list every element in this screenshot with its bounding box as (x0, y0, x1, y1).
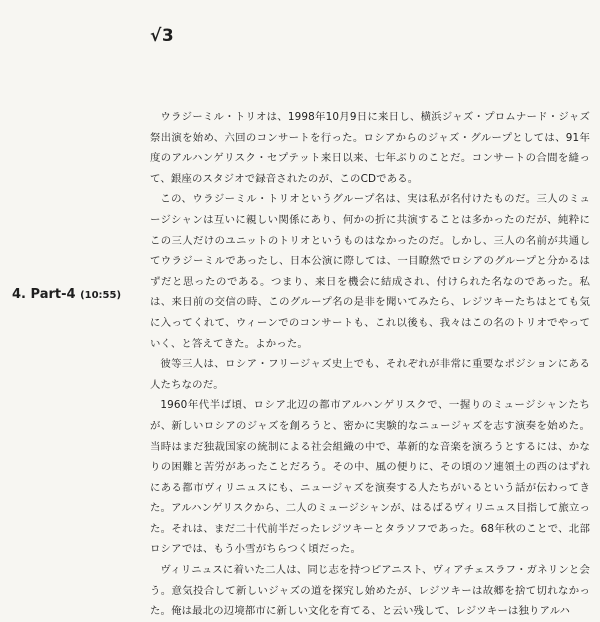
paragraph: ウラジーミル・トリオは、1998年10月9日に来日し、横浜ジャズ・プロムナード・ジャズ祭出演を始め、六回のコンサートを行った。ロシアからのジャズ・グループとしては、91年度のアルハンゲリスク・セプテット来日以来、七年ぶりのことだ。コンサートの合間を縫って、銀座のスタジオで録音されたのが、このCDである。 (150, 111, 590, 185)
track-title: 4. Part-4 (12, 287, 76, 302)
liner-notes-body (150, 107, 590, 622)
paragraph: この、ウラジーミル・トリオというグループ名は、実は私が名付けたものだ。三人のミュージシャンは互いに親しい関係にあり、何かの折に共演することは多かったのだが、純粋にこの三人だけのユニットのトリオというものはなかったのだ。しかし、三人の名前が共通してウラジーミルであったし、日本公演に際しては、一目瞭然でロシアのグループと分かるはずだと思ったのである。つまり、来日を機会に結成され、付けられた名なのであった。私は、来日前の交信の時、このグループ名の是非を聞いてみたら、レジツキーたちはとても気に入ってくれて、ウィーンでのコンサートも、これ以後も、我々はこの名のトリオでやっていく、と答えてきた。よかった。 (150, 193, 590, 350)
paragraph: 彼等三人は、ロシア・フリージャズ史上でも、それぞれが非常に重要なポジションにある人たちなのだ。 (150, 358, 590, 391)
track-heading (12, 287, 121, 302)
paragraph: ヴィリニュスに着いた二人は、同じ志を持つピアニスト、ヴィアチェスラフ・ガネリンと会う。意気投合して新しいジャズの道を探究し始めたが、レジツキーは故郷を捨て切れなかった。俺は最北の辺境都市に新しい文化を育てる、と云い残して、レジツキーは独りアルハ (150, 564, 590, 618)
track-duration: (10:55) (80, 290, 122, 301)
page-title: √3 (150, 26, 175, 46)
paragraph: 1960年代半ば頃、ロシア北辺の都市アルハンゲリスクで、一握りのミュージシャンたちが、新しいロシアのジャズを創ろうと、密かに実験的なニュージャズを志す演奏を始めた。当時はまだ独裁国家の統制による社会組織の中で、革新的な音楽を演ろうとするには、かなりの困難と苦労があったことだろう。その中、風の便りに、その頃のソ連領土の西のはずれにある都市ヴィリニュスにも、ニュージャズを演奏する人たちがいるという話が伝わってきた。アルハンゲリスクから、二人のミュージシャンが、はるばるヴィリニュス目指して旅立った。それは、まだ二十代前半だったレジツキーとタラソフであった。68年秋のことで、北部ロシアでは、もう小雪がちらつく頃だった。 (150, 399, 590, 556)
